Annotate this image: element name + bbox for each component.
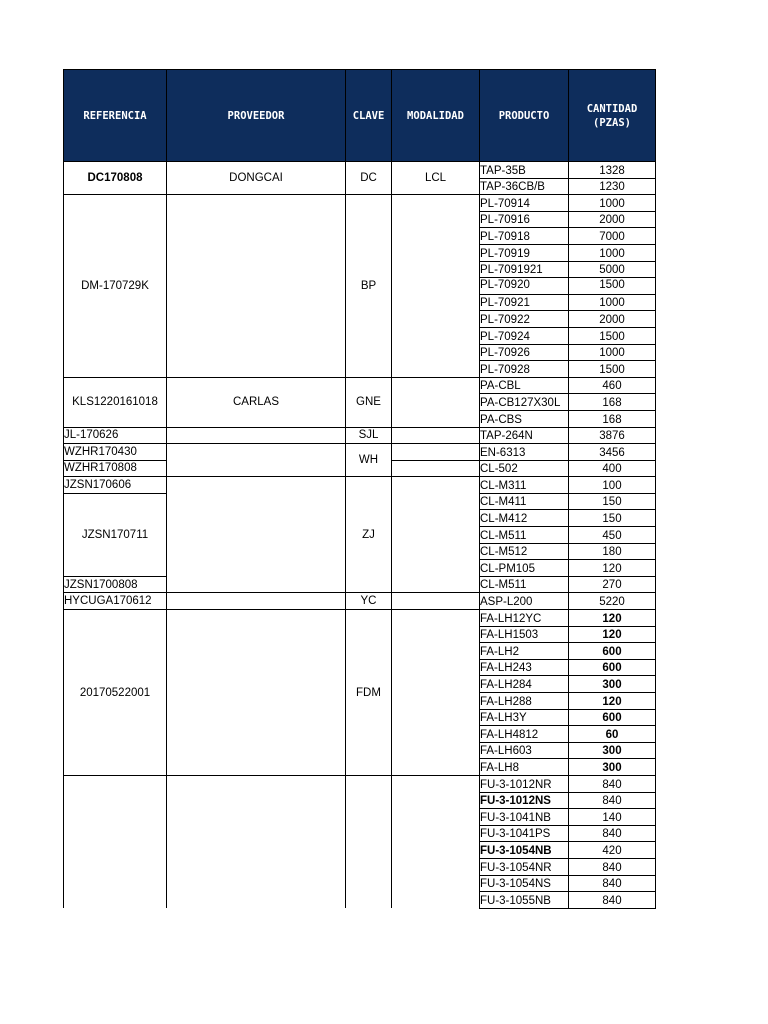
cell-clave[interactable]: ZJ (346, 477, 392, 593)
cell-cantidad[interactable]: 120 (569, 693, 656, 710)
table-row (64, 162, 656, 179)
cell-cantidad[interactable]: 60 (569, 726, 656, 743)
cell-modalidad[interactable] (392, 460, 480, 477)
cell-clave[interactable] (346, 775, 392, 908)
cell-producto[interactable]: FU-3-1041NB (480, 809, 569, 826)
cell-cantidad[interactable]: 600 (569, 643, 656, 660)
cell-producto[interactable]: FA-LH2 (480, 643, 569, 660)
cell-clave[interactable]: FDM (346, 610, 392, 776)
cell-referencia[interactable]: DC170808 (64, 162, 167, 195)
cell-cantidad[interactable]: 1500 (569, 327, 656, 344)
cell-referencia[interactable]: JZSN1700808 (64, 576, 167, 593)
cell-producto[interactable]: CL-M512 (480, 543, 569, 560)
cell-cantidad[interactable]: 3456 (569, 444, 656, 461)
cell-cantidad[interactable]: 840 (569, 775, 656, 792)
shipment-table (63, 69, 656, 909)
cell-cantidad[interactable]: 840 (569, 792, 656, 809)
cell-cantidad[interactable]: 5000 (569, 261, 656, 278)
cell-referencia[interactable]: JZSN170606 (64, 477, 167, 494)
cell-producto[interactable]: CL-M411 (480, 493, 569, 510)
cell-producto[interactable]: FA-LH8 (480, 759, 569, 776)
cell-cantidad[interactable]: 2000 (569, 311, 656, 328)
cell-producto[interactable]: PL-70914 (480, 195, 569, 212)
cell-clave[interactable]: SJL (346, 427, 392, 444)
cell-proveedor[interactable] (167, 427, 346, 444)
cell-cantidad[interactable]: 100 (569, 477, 656, 494)
cell-cantidad[interactable]: 140 (569, 809, 656, 826)
cell-proveedor[interactable] (167, 477, 346, 593)
header-modalidad[interactable]: MODALIDAD (392, 70, 480, 162)
cell-producto[interactable]: FA-LH12YC (480, 610, 569, 627)
spreadsheet-table-area (63, 69, 655, 945)
cell-proveedor[interactable] (167, 610, 346, 776)
cell-producto[interactable]: FA-LH4812 (480, 726, 569, 743)
cell-cantidad[interactable]: 1000 (569, 344, 656, 361)
cell-cantidad[interactable]: 1000 (569, 244, 656, 261)
cell-proveedor[interactable] (167, 195, 346, 378)
cell-producto[interactable]: FA-LH603 (480, 742, 569, 759)
cell-modalidad[interactable] (392, 477, 480, 593)
cell-cantidad[interactable]: 1000 (569, 195, 656, 212)
cell-producto[interactable]: PL-70916 (480, 211, 569, 228)
cell-producto[interactable]: PA-CBL (480, 377, 569, 394)
cell-cantidad[interactable]: 300 (569, 742, 656, 759)
cell-cantidad[interactable]: 300 (569, 759, 656, 776)
table-row (64, 377, 656, 394)
cell-referencia[interactable]: DM-170729K (64, 195, 167, 378)
cell-producto[interactable]: PL-70924 (480, 327, 569, 344)
cell-clave[interactable]: DC (346, 162, 392, 195)
cell-producto[interactable]: FA-LH243 (480, 659, 569, 676)
cell-producto[interactable]: FU-3-1012NR (480, 775, 569, 792)
cell-producto[interactable]: TAP-36CB/B (480, 178, 569, 195)
cell-cantidad[interactable]: 3876 (569, 427, 656, 444)
cell-cantidad[interactable]: 600 (569, 709, 656, 726)
table-row (64, 593, 656, 610)
cell-referencia[interactable]: WZHR170430 (64, 444, 167, 461)
cell-modalidad[interactable] (392, 377, 480, 427)
cell-referencia[interactable]: HYCUGA170612 (64, 593, 167, 610)
table-row (64, 477, 656, 494)
cell-cantidad[interactable]: 1230 (569, 178, 656, 195)
cell-producto[interactable]: CL-M412 (480, 510, 569, 527)
cell-modalidad[interactable]: LCL (392, 162, 480, 195)
cell-producto[interactable]: FA-LH284 (480, 676, 569, 693)
cell-producto[interactable]: PL-70919 (480, 244, 569, 261)
cell-referencia[interactable] (64, 775, 167, 908)
cell-cantidad[interactable]: 5220 (569, 593, 656, 610)
cell-proveedor[interactable] (167, 444, 346, 477)
cell-producto[interactable]: TAP-35B (480, 162, 569, 179)
cell-cantidad[interactable]: 1500 (569, 278, 656, 295)
cell-clave[interactable]: BP (346, 195, 392, 378)
table-row (64, 444, 656, 461)
cell-producto[interactable]: EN-6313 (480, 444, 569, 461)
cell-cantidad[interactable]: 168 (569, 410, 656, 427)
cell-producto[interactable]: FA-LH1503 (480, 626, 569, 643)
cell-modalidad[interactable] (392, 444, 480, 461)
cell-cantidad[interactable]: 7000 (569, 228, 656, 245)
cell-producto[interactable]: PL-70928 (480, 361, 569, 378)
cell-producto[interactable]: FU-3-1054NB (480, 842, 569, 859)
cell-referencia[interactable]: JZSN170711 (64, 493, 167, 576)
cell-cantidad[interactable]: 120 (569, 610, 656, 627)
cell-proveedor[interactable] (167, 593, 346, 610)
cell-producto[interactable]: PL-70926 (480, 344, 569, 361)
cell-cantidad[interactable]: 840 (569, 858, 656, 875)
cell-producto[interactable]: PA-CB127X30L (480, 394, 569, 411)
cell-producto[interactable]: FU-3-1041PS (480, 825, 569, 842)
header-referencia[interactable]: REFERENCIA (64, 70, 167, 162)
table-row (64, 775, 656, 792)
cell-referencia[interactable]: JL-170626 (64, 427, 167, 444)
cell-producto[interactable]: FU-3-1012NS (480, 792, 569, 809)
cell-cantidad[interactable]: 150 (569, 493, 656, 510)
cell-cantidad[interactable]: 450 (569, 527, 656, 544)
cell-cantidad[interactable]: 168 (569, 394, 656, 411)
cell-producto[interactable]: PA-CBS (480, 410, 569, 427)
cell-cantidad[interactable]: 420 (569, 842, 656, 859)
cell-referencia[interactable]: KLS1220161018 (64, 377, 167, 427)
header-proveedor[interactable]: PROVEEDOR (167, 70, 346, 162)
cell-producto[interactable]: PL-70918 (480, 228, 569, 245)
cell-modalidad[interactable] (392, 593, 480, 610)
cell-producto[interactable]: PL-70920 (480, 278, 569, 295)
header-row (64, 70, 656, 162)
cell-cantidad[interactable]: 2000 (569, 211, 656, 228)
cell-cantidad[interactable]: 840 (569, 892, 656, 909)
cell-clave[interactable]: WH (346, 444, 392, 477)
cell-producto[interactable]: PL-70921 (480, 294, 569, 311)
cell-modalidad[interactable] (392, 610, 480, 776)
cell-cantidad[interactable]: 840 (569, 875, 656, 892)
header-cantidad[interactable]: CANTIDAD (PZAS) (569, 70, 656, 162)
cell-cantidad[interactable]: 180 (569, 543, 656, 560)
cell-cantidad[interactable]: 400 (569, 460, 656, 477)
cell-cantidad[interactable]: 270 (569, 576, 656, 593)
table-row (64, 427, 656, 444)
cell-producto[interactable]: PL-70922 (480, 311, 569, 328)
table-row (64, 195, 656, 212)
cell-producto[interactable]: FU-3-1054NS (480, 875, 569, 892)
cell-cantidad[interactable]: 120 (569, 560, 656, 577)
cell-clave[interactable]: YC (346, 593, 392, 610)
cell-modalidad[interactable] (392, 427, 480, 444)
cell-referencia[interactable]: WZHR170808 (64, 460, 167, 477)
cell-producto[interactable]: TAP-264N (480, 427, 569, 444)
cell-producto[interactable]: CL-PM105 (480, 560, 569, 577)
header-producto[interactable]: PRODUCTO (480, 70, 569, 162)
cell-cantidad[interactable]: 300 (569, 676, 656, 693)
cell-cantidad[interactable]: 1328 (569, 162, 656, 179)
cell-cantidad[interactable]: 460 (569, 377, 656, 394)
cell-producto[interactable]: FU-3-1054NR (480, 858, 569, 875)
header-clave[interactable]: CLAVE (346, 70, 392, 162)
cell-producto[interactable]: FA-LH3Y (480, 709, 569, 726)
cell-producto[interactable]: PL-7091921 (480, 261, 569, 278)
cell-proveedor[interactable]: CARLAS (167, 377, 346, 427)
cell-modalidad[interactable] (392, 775, 480, 908)
cell-cantidad[interactable]: 840 (569, 825, 656, 842)
cell-proveedor[interactable] (167, 775, 346, 908)
cell-producto[interactable]: CL-M511 (480, 527, 569, 544)
cell-producto[interactable]: ASP-L200 (480, 593, 569, 610)
cell-clave[interactable]: GNE (346, 377, 392, 427)
cell-producto[interactable]: CL-502 (480, 460, 569, 477)
cell-producto[interactable]: CL-M511 (480, 576, 569, 593)
table-row (64, 610, 656, 627)
cell-cantidad[interactable]: 1000 (569, 294, 656, 311)
cell-producto[interactable]: FA-LH288 (480, 693, 569, 710)
cell-producto[interactable]: CL-M311 (480, 477, 569, 494)
cell-cantidad[interactable]: 1500 (569, 361, 656, 378)
cell-proveedor[interactable]: DONGCAI (167, 162, 346, 195)
cell-cantidad[interactable]: 600 (569, 659, 656, 676)
cell-cantidad[interactable]: 120 (569, 626, 656, 643)
cell-producto[interactable]: FU-3-1055NB (480, 892, 569, 909)
cell-cantidad[interactable]: 150 (569, 510, 656, 527)
cell-referencia[interactable]: 20170522001 (64, 610, 167, 776)
cell-modalidad[interactable] (392, 195, 480, 378)
